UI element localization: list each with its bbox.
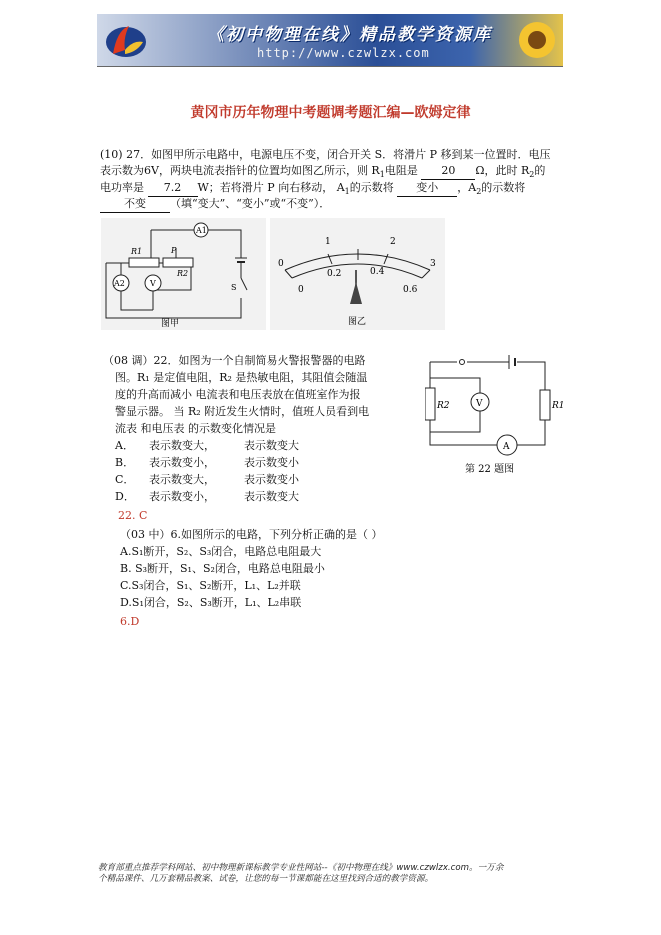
q22-answer: 22. C	[118, 509, 148, 522]
q27-answer-4: 不变	[100, 196, 170, 213]
q22-option-a: A． 表示数变大， 表示数变大	[115, 439, 299, 452]
svg-text:R2: R2	[177, 269, 189, 278]
sunflower-icon	[507, 16, 563, 66]
q6-answer: 6.D	[120, 615, 140, 628]
site-logo-icon	[103, 20, 149, 60]
q22-line1: （08 调）22．如图为一个自制简易火警报警器的电路	[103, 354, 366, 367]
page-title: 黄冈市历年物理中考题调考题汇编—欧姆定律	[190, 105, 471, 121]
svg-text:R1: R1	[131, 247, 143, 256]
q22-figure-caption: 第 22 题图	[465, 464, 515, 475]
header-divider	[97, 66, 563, 67]
svg-text:3: 3	[430, 259, 436, 269]
svg-text:0: 0	[278, 259, 284, 269]
q27-answer-2: 7.2	[148, 180, 198, 197]
q27-answer-1: 20	[421, 163, 475, 180]
q22-option-c: C． 表示数变大， 表示数变小	[115, 473, 299, 486]
footer-line2: 个精品课件、几万套精品教案、试卷，让您的每一节课都能在这里找到合适的教学资源。	[98, 874, 434, 884]
q22-option-d: D． 表示数变小， 表示数变大	[115, 490, 299, 503]
svg-text:P: P	[171, 246, 177, 255]
q27-line1: (10) 27．如图甲所示电路中，电源电压不变，闭合开关 S．将滑片 P 移到某一位置时．电压	[100, 148, 551, 161]
svg-text:V: V	[476, 399, 483, 409]
circuit-diagram-jia	[101, 218, 266, 330]
banner-url[interactable]: http://www.czwlzx.com	[257, 46, 430, 60]
q22-line4: 警显示器。 当 R₂ 附近发生火情时，值班人员看到电	[115, 405, 370, 418]
circuit-diagram-q22	[425, 350, 565, 478]
q6-option-b: B. S₃断开，S₁、S₂闭合，电路总电阻最小	[120, 562, 325, 575]
q27-line3: 电功率是 7.2 W；若将滑片 P 向右移动， $A_1$的示数将 变小 ，$A_2$的示数将	[100, 181, 526, 197]
svg-text:R1: R1	[552, 401, 565, 411]
svg-text:A2: A2	[114, 279, 125, 288]
figure-yi-caption: 图乙	[348, 317, 367, 327]
footer-line1: 教育部重点推荐学科网站、初中物理新课标教学专业性网站--《初中物理在线》www.czwlzx.com。一万余	[98, 863, 504, 873]
q6-option-d: D.S₁闭合，S₂、S₃断开，L₁、L₂串联	[120, 596, 302, 609]
svg-text:2: 2	[390, 237, 396, 247]
q27-answer-3: 变小	[397, 180, 457, 197]
q27-line2: 表示数为6V，两块电流表指针的位置均如图乙所示，则 $R_1$电阻是 20 Ω，此时 $R_2$的	[100, 164, 546, 180]
svg-text:A1: A1	[196, 226, 207, 235]
q22-line3: 度的升高而减小 电流表和电压表放在值班室作为报	[115, 388, 361, 401]
svg-text:R2: R2	[437, 401, 450, 411]
svg-text:S: S	[231, 283, 237, 292]
q6-option-c: C.S₃闭合，S₁、S₂断开，L₁、L₂并联	[120, 579, 301, 592]
svg-text:0.6: 0.6	[403, 285, 418, 295]
q27-line4: 不变 （填“变大”、“变小”或“不变”）．	[100, 196, 330, 213]
q22-line2: 图。R₁ 是定值电阻，R₂ 是热敏电阻，其阻值会随温	[115, 371, 368, 384]
header-banner	[97, 14, 563, 66]
q22-line5: 流表 和电压表 的示数变化情况是	[115, 422, 276, 435]
svg-text:0: 0	[298, 285, 304, 295]
svg-text:1: 1	[325, 237, 331, 247]
figure-jia-caption: 图甲	[161, 319, 180, 329]
q6-option-a: A.S₁断开，S₂、S₃闭合，电路总电阻最大	[120, 545, 322, 558]
svg-text:A: A	[503, 442, 510, 452]
svg-text:0.2: 0.2	[327, 269, 342, 279]
footer	[98, 863, 568, 885]
svg-text:0.4: 0.4	[370, 267, 385, 277]
q6-stem: （03 中）6.如图所示的电路，下列分析正确的是（ ）	[120, 528, 383, 541]
q22-option-b: B． 表示数变小， 表示数变小	[115, 456, 299, 469]
banner-title: 《初中物理在线》精品教学资源库	[207, 25, 492, 45]
meter-dial-yi	[270, 218, 445, 330]
svg-text:V: V	[150, 279, 156, 288]
